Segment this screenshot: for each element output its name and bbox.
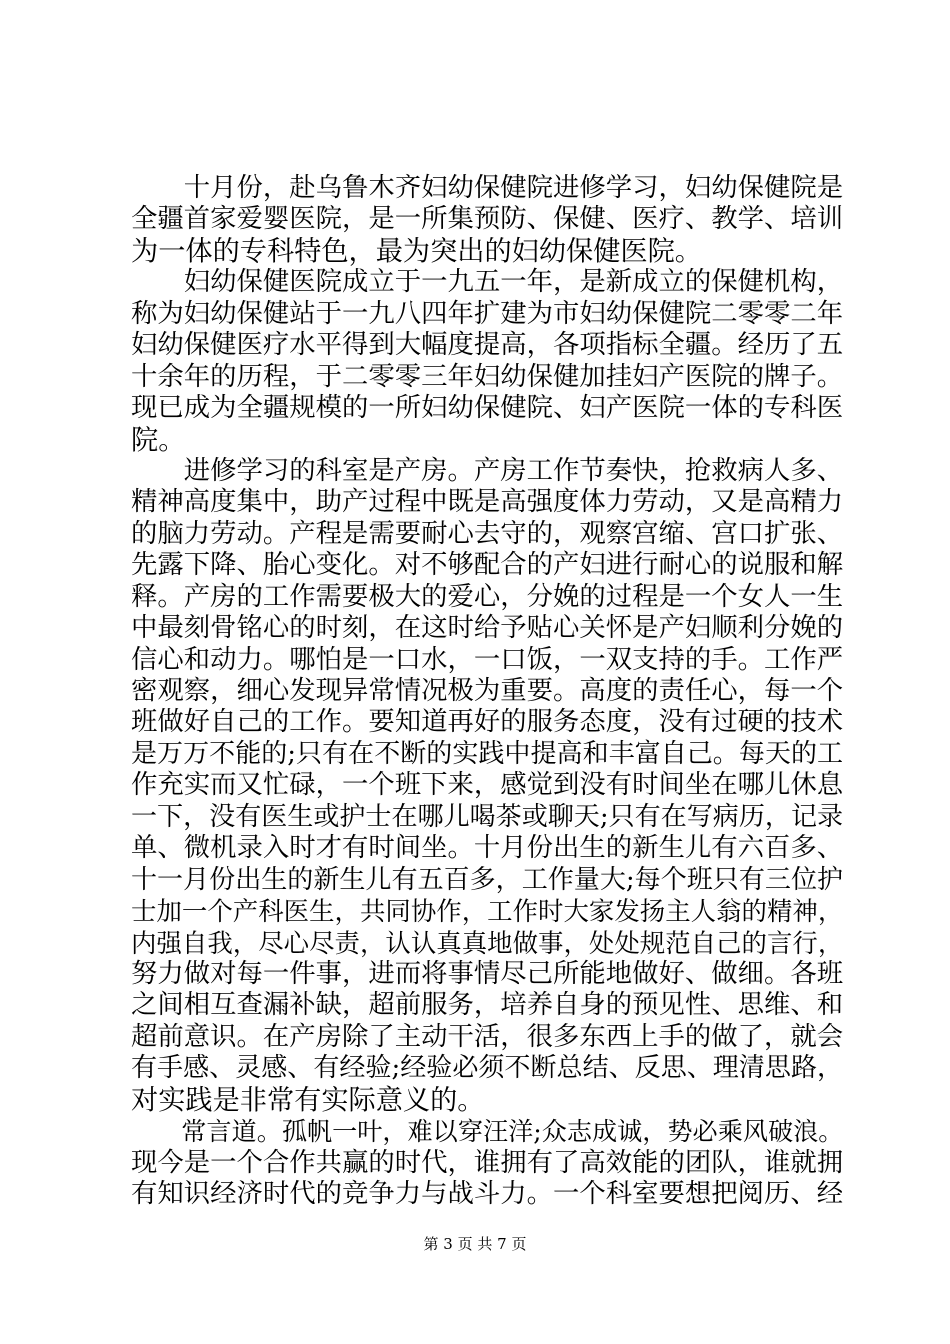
text-line: 一下，没有医生或护士在哪儿喝茶或聊天;只有在写病历，记录 — [131, 801, 844, 832]
text-line: 信心和动力。哪怕是一口水，一口饭，一双支持的手。工作严 — [131, 644, 844, 675]
page-number: 第 3 页 共 7 页 — [423, 1235, 527, 1253]
text-line: 十一月份出生的新生儿有五百多，工作量大;每个班只有三位护 — [131, 864, 844, 895]
text-line: 作充实而又忙碌，一个班下来，感觉到没有时间坐在哪儿休息 — [131, 770, 844, 801]
text-line: 为一体的专科特色，最为突出的妇幼保健医院。 — [131, 235, 702, 267]
text-line: 全疆首家爱婴医院，是一所集预防、保健、医疗、教学、培训 — [131, 204, 844, 235]
page-footer — [0, 1234, 950, 1254]
text-line: 内强自我，尽心尽责，认认真真地做事，处处规范自己的言行， — [131, 927, 844, 958]
text-line: 单、微机录入时才有时间坐。十月份出生的新生儿有六百多、 — [131, 833, 844, 864]
text-line: 中最刻骨铭心的时刻，在这时给予贴心关怀是产妇顺利分娩的 — [131, 613, 844, 644]
text-line: 超前意识。在产房除了主动干活，很多东西上手的做了，就会 — [131, 1021, 844, 1052]
text-line: 是万万不能的;只有在不断的实践中提高和丰富自己。每天的工 — [131, 738, 844, 769]
text-line: 妇幼保健医疗水平得到大幅度提高，各项指标全疆。经历了五 — [131, 330, 844, 361]
text-line: 对实践是非常有实际意义的。 — [131, 1084, 485, 1116]
text-line: 有手感、灵感、有经验;经验必须不断总结、反思、理清思路， — [131, 1053, 844, 1084]
text-line: 的脑力劳动。产程是需要耐心去守的，观察宫缩、宫口扩张、 — [131, 518, 844, 549]
text-line: 十余年的历程，于二零零三年妇幼保健加挂妇产医院的牌子。 — [131, 361, 844, 392]
text-line: 先露下降、胎心变化。对不够配合的产妇进行耐心的说服和解 — [131, 550, 844, 581]
text-line: 称为妇幼保健站于一九八四年扩建为市妇幼保健院二零零二年 — [131, 298, 844, 329]
text-line: 院。 — [131, 424, 186, 456]
text-line: 妇幼保健医院成立于一九五一年，是新成立的保健机构， — [131, 267, 844, 298]
text-line: 班做好自己的工作。要知道再好的服务态度，没有过硬的技术 — [131, 707, 844, 738]
text-line: 士加一个产科医生，共同协作，工作时大家发扬主人翁的精神， — [131, 896, 844, 927]
text-line: 有知识经济时代的竞争力与战斗力。一个科室要想把阅历、经 — [131, 1179, 844, 1209]
text-line: 精神高度集中，助产过程中既是高强度体力劳动，又是高精力 — [131, 487, 844, 518]
text-line: 现已成为全疆规模的一所妇幼保健院、妇产医院一体的专科医 — [131, 393, 844, 424]
text-line: 现今是一个合作共赢的时代，谁拥有了高效能的团队，谁就拥 — [131, 1147, 844, 1178]
text-line: 努力做对每一件事，进而将事情尽己所能地做好、做细。各班 — [131, 958, 844, 989]
text-line: 十月份，赴乌鲁木齐妇幼保健院进修学习，妇幼保健院是 — [131, 173, 844, 203]
text-line: 之间相互查漏补缺，超前服务，培养自身的预见性、思维、和 — [131, 990, 844, 1021]
text-line: 密观察，细心发现异常情况极为重要。高度的责任心，每一个 — [131, 676, 844, 706]
text-line: 释。产房的工作需要极大的爱心，分娩的过程是一个女人一生 — [131, 581, 844, 612]
text-line: 进修学习的科室是产房。产房工作节奏快，抢救病人多、 — [131, 455, 844, 486]
document-body — [131, 173, 843, 1210]
text-line: 常言道。孤帆一叶，难以穿汪洋;众志成诚，势必乘风破浪。 — [131, 1117, 844, 1147]
